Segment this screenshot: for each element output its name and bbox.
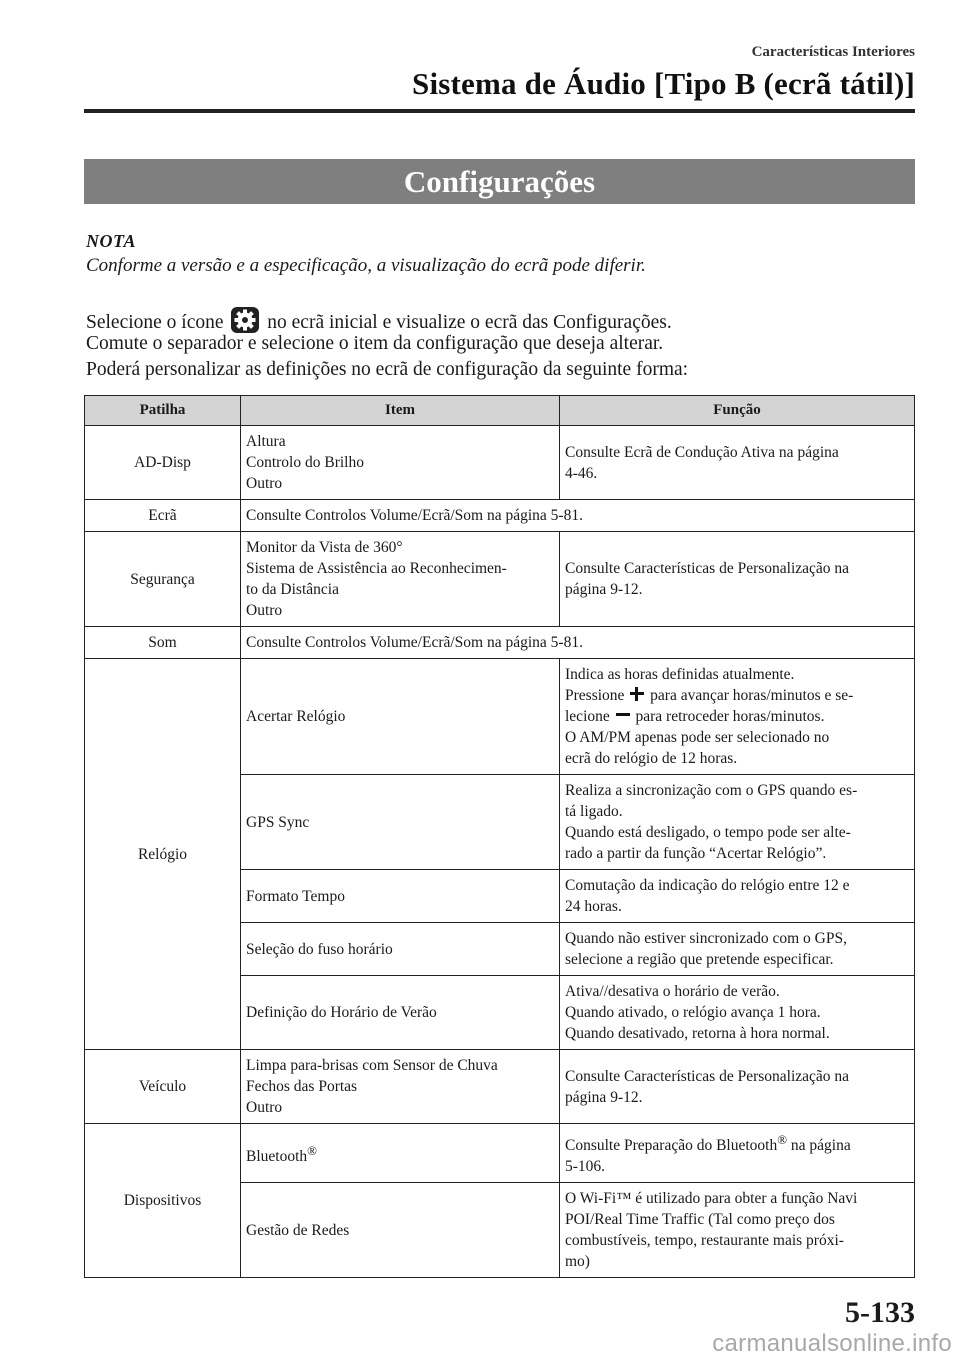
item-cell: Acertar Relógio	[241, 659, 560, 775]
merged-cell: Consulte Controlos Volume/Ecrã/Som na página 5-81.	[241, 627, 915, 659]
function-line: Consulte Ecrã de Condução Ativa na página	[565, 443, 839, 461]
function-text: para avançar horas/minutos e se-	[650, 687, 854, 704]
function-line: O Wi-Fi™ é utilizado para obter a função Navi	[565, 1190, 858, 1208]
header-function: Função	[560, 396, 915, 426]
item-cell	[241, 1124, 560, 1183]
function-line: página 9-12.	[565, 1088, 643, 1106]
intro-line-1	[86, 306, 672, 334]
function-line: O AM/PM apenas pode ser selecionado no	[565, 729, 830, 746]
function-line: Quando desativado, retorna à hora normal.	[565, 1025, 830, 1042]
function-text: para retroceder horas/minutos.	[635, 708, 825, 725]
intro-line-3: Poderá personalizar as definições no ecrã de configuração da seguinte forma:	[86, 359, 689, 380]
item-cell: GPS Sync	[241, 775, 560, 870]
function-line: 24 horas.	[565, 898, 622, 915]
page-header-title: Sistema de Áudio [Tipo B (ecrã tátil)]	[412, 66, 915, 101]
function-cell	[560, 532, 915, 627]
item-line: Fechos das Portas	[246, 1078, 358, 1095]
merged-cell: Consulte Controlos Volume/Ecrã/Som na página 5-81.	[241, 500, 915, 532]
registered-mark: ®	[777, 1132, 788, 1147]
function-cell	[560, 426, 915, 500]
function-line	[565, 685, 909, 706]
function-line: tá ligado.	[565, 803, 623, 820]
item-line: Outro	[246, 475, 283, 492]
item-cell	[241, 1050, 560, 1124]
item-cell	[241, 426, 560, 500]
registered-mark: ®	[307, 1142, 317, 1158]
function-line: 4-46.	[565, 464, 598, 482]
tab-cell: Relógio	[85, 659, 241, 1050]
function-line	[565, 1129, 909, 1156]
item-line: Monitor da Vista de 360°	[246, 539, 403, 556]
item-line: Outro	[246, 1099, 283, 1116]
table-row	[85, 500, 915, 532]
chapter-label: Características Interiores	[751, 44, 915, 60]
function-text: na página	[787, 1137, 851, 1155]
tab-cell: Som	[85, 627, 241, 659]
function-line: Quando não estiver sincronizado com o GPS,	[565, 930, 847, 947]
item-line: Controlo do Brilho	[246, 454, 364, 471]
function-line: Consulte Características de Personalização na	[565, 560, 850, 577]
note-label: NOTA	[86, 231, 137, 251]
minus-icon	[616, 708, 630, 722]
section-title-banner	[84, 159, 915, 204]
function-line: combustíveis, tempo, restaurante mais próxi-	[565, 1232, 844, 1250]
item-cell: Formato Tempo	[241, 870, 560, 923]
function-line: ecrã do relógio de 12 horas.	[565, 750, 738, 767]
table-row	[85, 1124, 915, 1183]
intro-line-1-after: no ecrã inicial e visualize o ecrã das Configurações.	[267, 312, 672, 333]
function-line: POI/Real Time Traffic (Tal como preço dos	[565, 1211, 835, 1229]
tab-cell: Segurança	[85, 532, 241, 627]
item-line: Outro	[246, 602, 283, 619]
watermark: carmanualsonline.info	[712, 1330, 952, 1357]
function-line: Consulte Características de Personalização na	[565, 1067, 850, 1085]
table-row	[85, 426, 915, 500]
function-line: Quando ativado, o relógio avança 1 hora.	[565, 1004, 821, 1021]
table-row	[85, 627, 915, 659]
item-line: Limpa para-brisas com Sensor de Chuva	[246, 1057, 498, 1074]
item-line: Sistema de Assistência ao Reconhecimen-	[246, 560, 507, 577]
function-cell	[560, 1183, 915, 1278]
header-tab: Patilha	[85, 396, 241, 426]
gear-icon	[230, 306, 260, 334]
item-line: to da Distância	[246, 581, 339, 598]
note-text: Conforme a versão e a especificação, a visualização do ecrã pode diferir.	[86, 255, 646, 276]
function-cell	[560, 1124, 915, 1183]
intro-line-1-before: Selecione o ícone	[86, 312, 224, 333]
section-title: Configurações	[403, 163, 596, 199]
item-text: Bluetooth	[246, 1147, 308, 1165]
plus-icon	[630, 687, 644, 701]
header-item: Item	[241, 396, 560, 426]
function-cell	[560, 976, 915, 1050]
function-line: Quando está desligado, o tempo pode ser alte-	[565, 824, 851, 841]
tab-cell: AD-Disp	[85, 426, 241, 500]
function-line: Comutação da indicação do relógio entre 12 e	[565, 877, 850, 894]
table-row	[85, 1050, 915, 1124]
function-cell	[560, 775, 915, 870]
function-text: lecione	[565, 708, 610, 725]
function-text: Pressione	[565, 687, 625, 704]
header-divider	[84, 109, 915, 113]
function-line	[565, 706, 909, 727]
function-cell	[560, 870, 915, 923]
function-line: selecione a região que pretende especificar.	[565, 951, 834, 968]
tab-cell: Ecrã	[85, 500, 241, 532]
function-line: Ativa//desativa o horário de verão.	[565, 983, 780, 1000]
function-cell	[560, 659, 915, 775]
settings-table	[84, 395, 915, 1278]
table-header-row	[85, 396, 915, 426]
function-cell	[560, 923, 915, 976]
item-cell	[241, 532, 560, 627]
function-line: mo)	[565, 1253, 590, 1271]
page-number: 5-133	[845, 1296, 915, 1329]
function-cell	[560, 1050, 915, 1124]
function-line: página 9-12.	[565, 581, 643, 598]
function-line: Realiza a sincronização com o GPS quando es-	[565, 782, 858, 799]
table-row	[85, 532, 915, 627]
item-cell: Gestão de Redes	[241, 1183, 560, 1278]
function-text: Consulte Preparação do Bluetooth	[565, 1137, 778, 1155]
item-cell: Seleção do fuso horário	[241, 923, 560, 976]
intro-line-2: Comute o separador e selecione o item da configuração que deseja alterar.	[86, 333, 664, 354]
item-line: Altura	[246, 433, 286, 450]
item-cell: Definição do Horário de Verão	[241, 976, 560, 1050]
tab-cell: Dispositivos	[85, 1124, 241, 1278]
table-row	[85, 659, 915, 775]
tab-cell: Veículo	[85, 1050, 241, 1124]
function-line: 5-106.	[565, 1158, 606, 1176]
function-line: Indica as horas definidas atualmente.	[565, 666, 795, 683]
function-line: rado a partir da função “Acertar Relógio”.	[565, 845, 827, 862]
